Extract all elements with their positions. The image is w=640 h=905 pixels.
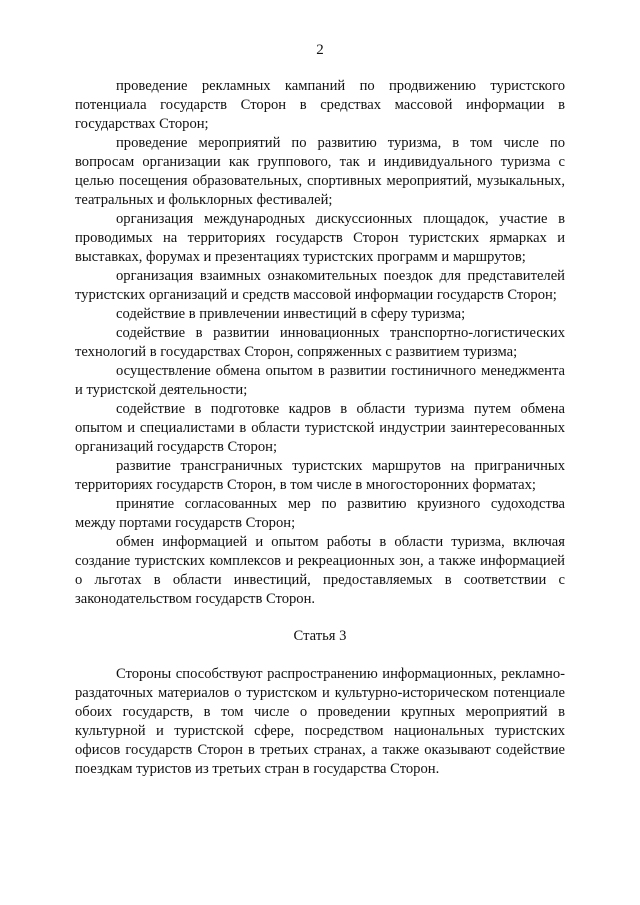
- list-item-discussion-platforms: организация международных дискуссионных площадок, участие в проводимых на территориях государств Сторон туристских ярмарках и выставках, форумах и презентациях туристских программ и маршрутов;: [75, 211, 565, 265]
- list-item-familiarization-trips: организация взаимных ознакомительных поездок для представителей туристских организаций и средств массовой информации государств Сторон;: [75, 268, 565, 303]
- list-item-information-exchange: обмен информацией и опытом работы в области туризма, включая создание туристских комплексов и рекреационных зон, а также информацией о льготах в области инвестиций, предоставляемых в соответствии с законодательством государств Сторон.: [75, 534, 565, 607]
- list-item-hotel-management: осуществление обмена опытом в развитии гостиничного менеджмента и туристской деятельности;: [75, 363, 565, 398]
- list-item-personnel-training: содействие в подготовке кадров в области туризма путем обмена опытом и специалистами в области туристской индустрии заинтересованных организаций государств Сторон;: [75, 401, 565, 455]
- article-heading: Статья 3: [293, 628, 347, 644]
- list-item-tourism-events: проведение мероприятий по развитию туризма, в том числе по вопросам организации как группового, так и индивидуального туризма с целью посещения образовательных, спортивных мероприятий, музыкальных, театральных и фольклорных фестивалей;: [75, 135, 565, 208]
- article-text: Стороны способствуют распространению информационных, рекламно-раздаточных материалов о туристском и культурно-историческом потенциале обоих государств, в том числе о проведении крупных мероприятий в культурной и туристской сфере, посредством национальных туристских офисов государств Сторон в третьих странах, а также оказывают содействие поездкам туристов из третьих стран в государства Сторон.: [75, 666, 565, 777]
- list-item-cruise-shipping: принятие согласованных мер по развитию круизного судоходства между портами государств Сторон;: [75, 496, 565, 531]
- list-item-advertising-campaigns: проведение рекламных кампаний по продвижению туристского потенциала государств Сторон в средствах массовой информации в государствах Сторон;: [75, 78, 565, 132]
- list-item-transport-logistics: содействие в развитии инновационных транспортно-логистических технологий в государствах Сторон, сопряженных с развитием туризма;: [75, 325, 565, 360]
- list-item-cross-border-routes: развитие трансграничных туристских маршрутов на приграничных территориях государств Сторон, в том числе в многосторонних форматах;: [75, 458, 565, 493]
- list-item-investment-attraction: содействие в привлечении инвестиций в сферу туризма;: [116, 306, 466, 322]
- page-number: 2: [316, 42, 324, 58]
- document-body: [75, 77, 565, 779]
